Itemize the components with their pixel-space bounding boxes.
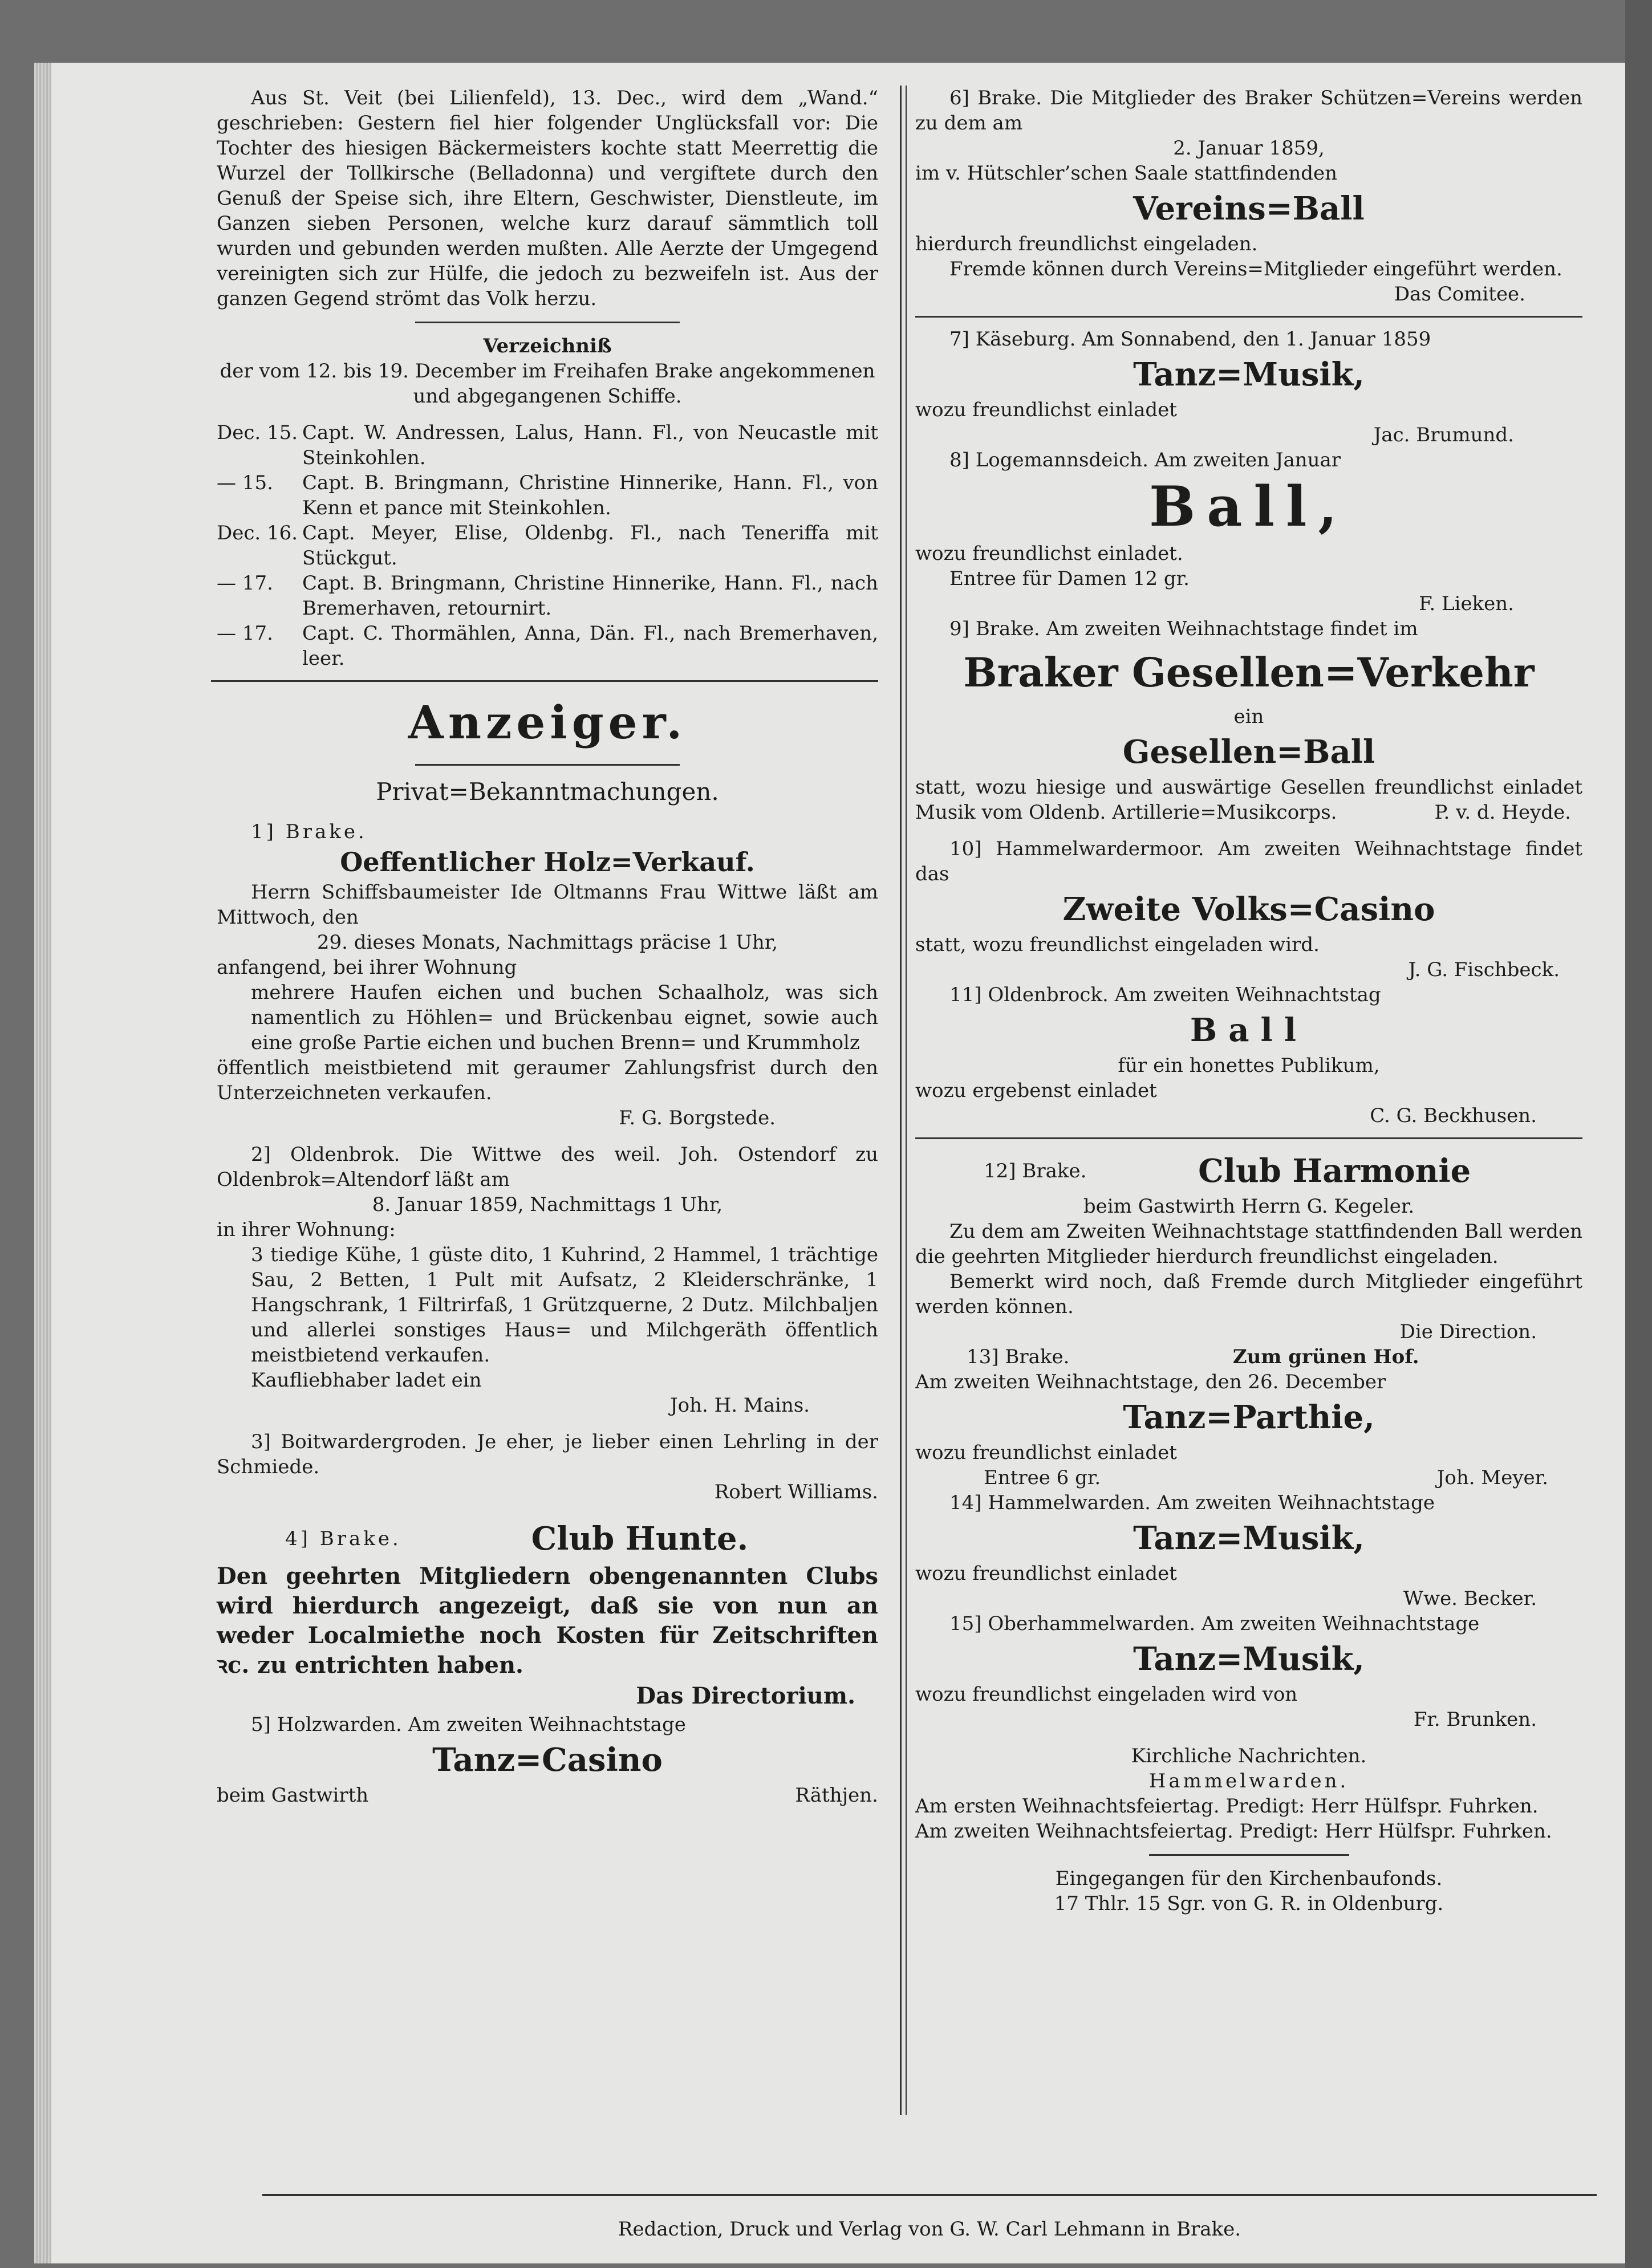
anzeiger-heading: Anzeiger. [408, 696, 687, 749]
ad7-signature: Jac. Brumund. [1373, 424, 1514, 446]
background-strip [1625, 0, 1652, 2268]
ad13-title: Tanz=Parthie, [1123, 1399, 1375, 1436]
ad1-place: 1] Brake. [251, 820, 367, 843]
ad5-title: Tanz=Casino [432, 1741, 663, 1779]
ad12-header: 12] Brake. Club Harmonie [915, 1148, 1582, 1194]
ad4-title: Club Hunte. [531, 1520, 749, 1558]
ad6-signature: Das Comitee. [1394, 283, 1525, 306]
ad1-signature: F. G. Borgstede. [619, 1107, 776, 1129]
ad6-title: Vereins=Ball [1133, 190, 1365, 227]
news-item: Aus St. Veit (bei Lilienfeld), 13. Dec., wird dem „Wand.“ geschrieben: Gestern fiel hier folgender Unglücksfall vor: Die Tochter des hiesigen Bäckermeisters kochte statt Meerrettig die Wurzel der Tollkirsche (Belladonna) und vergiftete durch den Genuß der Speise sich, ihre Eltern, Geschwister, Dienstleute, im Ganzen sieben Personen, welche kurz darauf sämmtlich toll wurden und gebunden werden mußten. Alle Aerzte der Umgegend vereinigten sich zur Hülfe, die jedoch zu bezweifeln ist. Aus der ganzen Gegend strömt das Volk herzu. [217, 87, 878, 310]
ad9-title: Braker Gesellen=Verkehr [963, 649, 1535, 696]
fund-line: 17 Thlr. 15 Sgr. von G. R. in Oldenburg. [1054, 1892, 1444, 1915]
ad10-signature: J. G. Fischbeck. [1408, 958, 1560, 981]
ships-subtitle: der vom 12. bis 19. December im Freihafen Brake angekommenen und abgegangenen Schiffe. [220, 360, 875, 408]
left-column: Aus St. Veit (bei Lilienfeld), 13. Dec., wird dem „Wand.“ geschrieben: Gestern fiel hier folgender Unglücksfall vor: Die Tochter des hiesigen Bäckermeisters kochte statt Meerrettig die Wurzel der Tollkirsche (Belladonna) und vergiftete durch den Genuß der Speise sich, ihre Eltern, Geschwister, Dienstleute, im Ganzen sieben Personen, welche kurz darauf sämmtlich toll wurden und gebunden werden mußten. Alle Aerzte der Umgegend vereinigten sich zur Hülfe, die jedoch zu bezweifeln ist. Aus der ganzen Gegend strömt das Volk herzu. Verzeichniß der vom 12. bis 19. December im Freihafen Brake angekommenen und abgegangenen Schiffe. Dec. 15. Capt. W. Andressen, Lalus, Hann. Fl., von Neucastle mit Steinkohlen. — 15. Capt. B. Bringmann, Christine Hinnerike, Hann. Fl., von Kenn et pance mit Steinkohlen. Dec. 16. Capt. Meyer, Elise, Oldenbg. Fl., nach Teneriffa mit Stückgut. — 17. Capt. B. Bringmann, Christine Hinnerike, Hann. Fl., nach Bremerhaven, retournirt. — 17. Capt. C. Thormählen, Anna, Dän. Fl., nach Bremerhaven, leer. Anzeiger. Privat=Bekanntmachungen. 1] Brake. Oeffentlicher Holz=Verkauf. Herrn Schiffsbaumeister Ide Oltmanns Frau Wittwe läßt am Mittwoch, den 29. dieses Monats, Nachmittags präcise 1 Uhr, anfangend, bei ihrer Wohnung mehrere Haufen eichen und buchen Schaalholz, was sich namentlich zu Höhlen= und Brückenbau eignet, sowie auch eine große Partie eichen und buchen Brenn= und Krummholz öffentlich meistbietend mit geraumer Zahlungsfrist durch den Unterzeichneten verkaufen. F. G. Borgstede. 2] Oldenbrok. Die Wittwe des weil. Joh. Ostendorf zu Oldenbrok=Altendorf läßt am 8. Januar 1859, Nachmittags 1 Uhr, in ihrer Wohnung: 3 tiedige Kühe, 1 güste dito, 1 Kuhrind, 2 Hammel, 1 trächtige Sau, 2 Betten, 1 Pult mit Aufsatz, 2 Kleiderschränke, 1 Hangschrank, 1 Filtrirfaß, 1 Grützquerne, 2 Dutz. Milchbaljen und allerlei sonstiges Haus= und Milchgeräth öffentlich meistbietend verkaufen. Kaufliebhaber ladet ein Joh. H. Mains. 3] Boitwardergroden. Je eher, je lieber einen Lehrling in der Schmiede. Robert Williams. 4] Brake. Club Hunte. Den geehrten Mitgliedern obengenannten Clubs wird hierdurch angezeigt, daß sie von nun an weder Localmiethe noch Kosten für Zeitschriften ꝛc. zu entrichten haben. Das Directorium. 5] Holzwarden. Am zweiten Weihnachtstage Tanz=Casino beim Gastwirth Räthjen. [217, 86, 878, 1808]
ad9-intro: 9] Brake. Am zweiten Weihnachtstage findet im [949, 617, 1418, 640]
separator [915, 1137, 1582, 1139]
ship-row: — 15. Capt. B. Bringmann, Christine Hinnerike, Hann. Fl., von Kenn et pance mit Steinkohlen. [217, 472, 878, 519]
ad13-header: 13] Brake. Zum grünen Hof. [967, 1346, 1419, 1368]
ad10-intro: 10] Hammelwardermoor. Am zweiten Weihnachtstage findet das [915, 838, 1582, 885]
ad15-title: Tanz=Musik, [1133, 1640, 1365, 1678]
ad9-signature: P. v. d. Heyde. [1434, 801, 1571, 824]
ad5-intro: 5] Holzwarden. Am zweiten Weihnachtstage [251, 1713, 686, 1736]
ship-list [217, 420, 878, 671]
footer-rule [262, 2194, 1597, 2196]
ad11-intro: 11] Oldenbrock. Am zweiten Weihnachtstag [949, 983, 1381, 1006]
ad1-title: Oeffentlicher Holz=Verkauf. [340, 847, 755, 877]
ship-row: — 17. Capt. C. Thormählen, Anna, Dän. Fl., nach Bremerhaven, leer. [217, 622, 878, 670]
separator [415, 322, 680, 323]
ad13-signature: Joh. Meyer. [1436, 1466, 1548, 1489]
page-edge-left [34, 63, 51, 2263]
ship-row: Dec. 16. Capt. Meyer, Elise, Oldenbg. Fl., nach Teneriffa mit Stückgut. [217, 522, 878, 570]
ships-title: Verzeichniß [483, 335, 612, 357]
ad2-intro: 2] Oldenbrok. Die Wittwe des weil. Joh. Ostendorf zu Oldenbrok=Altendorf läßt am [217, 1143, 878, 1191]
ad4-text: Den geehrten Mitgliedern obengenannten Clubs wird hierdurch angezeigt, daß sie von nun an weder Localmiethe noch Kosten für Zeitschriften ꝛc. zu entrichten haben. [217, 1563, 878, 1678]
right-column: 6] Brake. Die Mitglieder des Braker Schützen=Vereins werden zu dem am 2. Januar 1859, im v. Hütschler’schen Saale stattfindenden Vereins=Ball hierdurch freundlichst eingeladen. Fremde können durch Vereins=Mitglieder eingeführt werden. Das Comitee. 7] Käseburg. Am Sonnabend, den 1. Januar 1859 Tanz=Musik, wozu freundlichst einladet Jac. Brumund. 8] Logemannsdeich. Am zweiten Januar Ball, wozu freundlichst einladet. Entree für Damen 12 gr. F. Lieken. 9] Brake. Am zweiten Weihnachtstage findet im Braker Gesellen=Verkehr ein Gesellen=Ball statt, wozu hiesige und auswärtige Gesellen freundlichst einladet Musik vom Oldenb. Artillerie=Musikcorps. P. v. d. Heyde. 10] Hammelwardermoor. Am zweiten Weihnachtstage findet das Zweite Volks=Casino statt, wozu freundlichst eingeladen wird. J. G. Fischbeck. 11] Oldenbrock. Am zweiten Weihnachtstag Ball für ein honettes Publikum, wozu ergebenst einladet C. G. Beckhusen. 12] Brake. Club Harmonie beim Gastwirth Herrn G. Kegeler. Zu dem am Zweiten Weihnachtstage stattfindenden Ball werden die geehrten Mitglieder hierdurch freundlichst eingeladen. Bemerkt wird noch, daß Fremde durch Mitglieder eingeführt werden können. Die Direction. 13] Brake. Zum grünen Hof. Am zweiten Weihnachtstage, den 26. December Tanz=Parthie, wozu freundlichst einladet Entree 6 gr. Joh. Meyer. 14] Hammelwarden. Am zweiten Weihnachtstage Tanz=Musik, wozu freundlichst einladet Wwe. Becker. 15] Oberhammelwarden. Am zweiten Weihnachtstage Tanz=Musik, wozu freundlichst eingeladen wird von Fr. Brunken. Kirchliche Nachrichten. Hammelwarden. Am ersten Weihnachtsfeiertag. Predigt: Herr Hülfspr. Fuhrken. Am zweiten Weihnachtsfeiertag. Predigt: Herr Hülfspr. Fuhrken. Eingegangen für den Kirchenbaufonds. 17 Thlr. 15 Sgr. von G. R. in Oldenburg. [915, 87, 1582, 1915]
column-rule [900, 86, 902, 2115]
ad6-intro: 6] Brake. Die Mitglieder des Braker Schützen=Vereins werden zu dem am [915, 87, 1582, 135]
column-rule [906, 86, 907, 2115]
ad2-signature: Joh. H. Mains. [670, 1394, 810, 1417]
ad4-header: 4] Brake. Club Hunte. [217, 1516, 878, 1562]
ad11-signature: C. G. Beckhusen. [1370, 1104, 1537, 1127]
ad3-signature: Robert Williams. [714, 1481, 878, 1503]
ad15-intro: 15] Oberhammelwarden. Am zweiten Weihnachtstage [949, 1612, 1480, 1635]
separator [915, 316, 1582, 318]
ad12-signature: Die Direction. [1399, 1320, 1537, 1343]
separator [1149, 1854, 1349, 1856]
imprint: Redaction, Druck und Verlag von G. W. Carl Lehmann in Brake. [618, 2218, 1241, 2241]
ship-row: — 17. Capt. B. Bringmann, Christine Hinnerike, Hann. Fl., nach Bremerhaven, retournirt. [217, 572, 878, 620]
ad14-intro: 14] Hammelwarden. Am zweiten Weihnachtstage [949, 1491, 1435, 1514]
ad5-signature: Räthjen. [795, 1784, 878, 1807]
separator [415, 764, 680, 766]
ad9-title2: Gesellen=Ball [1122, 733, 1375, 771]
ad12-title: Club Harmonie [1198, 1152, 1471, 1190]
ad8-intro: 8] Logemannsdeich. Am zweiten Januar [949, 449, 1341, 472]
ad14-title: Tanz=Musik, [1133, 1519, 1365, 1557]
ad8-signature: F. Lieken. [1419, 592, 1514, 615]
church-title: Kirchliche Nachrichten. [1131, 1745, 1367, 1767]
ad15-signature: Fr. Brunken. [1413, 1708, 1537, 1731]
ad4-signature: Das Directorium. [636, 1682, 855, 1709]
ad8-title: Ball, [1149, 474, 1349, 539]
ad10-title: Zweite Volks=Casino [1062, 891, 1435, 928]
ad7-intro: 7] Käseburg. Am Sonnabend, den 1. Januar 1859 [949, 328, 1431, 351]
fund-title: Eingegangen für den Kirchenbaufonds. [1055, 1867, 1443, 1890]
ad3-text: 3] Boitwardergroden. Je eher, je lieber einen Lehrling in der Schmiede. [217, 1430, 878, 1478]
ad11-title: Ball [1190, 1011, 1308, 1049]
ad14-signature: Wwe. Becker. [1403, 1587, 1537, 1610]
ad7-title: Tanz=Musik, [1133, 356, 1365, 393]
ship-row: Dec. 15. Capt. W. Andressen, Lalus, Hann. Fl., von Neucastle mit Steinkohlen. [217, 421, 878, 469]
privat-heading: Privat=Bekanntmachungen. [376, 778, 719, 806]
separator [211, 680, 878, 682]
